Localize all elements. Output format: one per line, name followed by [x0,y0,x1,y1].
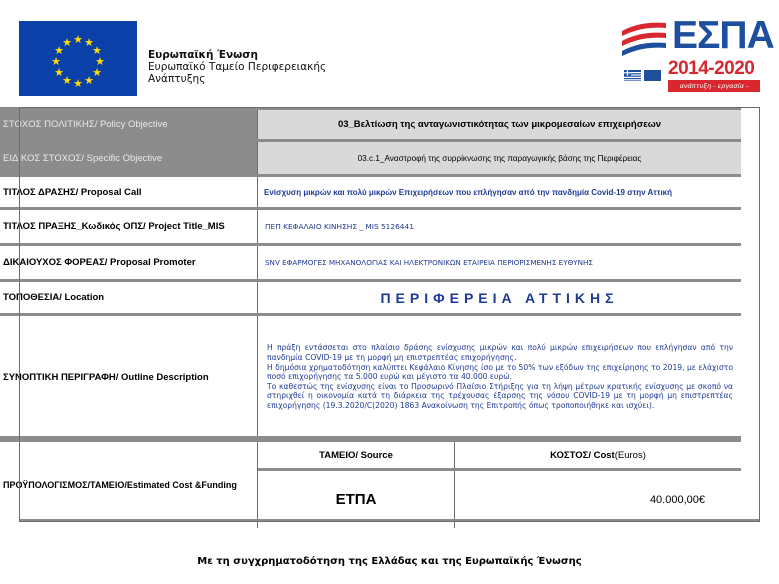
svg-text:★: ★ [92,66,102,79]
row-value [257,316,741,438]
row-outline-description [0,313,741,438]
espa-swoosh-icon [620,17,668,67]
description-paragraph: Η δημόσια χρηματοδότηση καλύπτει Κεφάλαιο Κίνησης ίσο με το 50% των εξόδων της επιχείρησης το 2019, με ελάχιστο ποσό επιχορήγησης τα 5.000 ευρώ και μέγιστο τα 40.000 ευρώ. [267,362,733,382]
svg-text:★: ★ [92,44,102,57]
svg-text:★: ★ [95,55,105,68]
eu-small-flag-icon [644,70,661,81]
row-value: ΠΕΡΙΦΕΡΕΙΑ ΑΤΤΙΚΗΣ [257,282,741,313]
source-value: ΕΤΠΑ [258,471,455,528]
row-label: ΤΟΠΟΘΕΣΙΑ/ Location [3,292,105,303]
espa-slogan: ανάπτυξη - εργασία - αλληλεγγύη [668,80,760,92]
svg-text:★: ★ [84,74,94,87]
row-label: ΔΙΚΑΙΟΥΧΟΣ ΦΟΡΕΑΣ/ Proposal Promoter [3,257,196,268]
svg-text:★: ★ [84,36,94,49]
description-paragraph: Το καθεστώς της ενίσχυσης είναι το Προσωρινό Πλαίσιο Στήριξης για τη λήψη μέτρων κρατικής ενίσχυσης με σκοπό να στηριχθεί η οικονομία κατά τη διάρκεια της τρέχουσας έξαρσης της νόσου COVID-19 με τη μορφή μη επιστρεπτέας επιχορήγησης (19.3.2020/C(2020) 1863 Ανακοίνωση της Επιτροπής όπως τροποποιήθηκε και ισχύει). [267,381,733,410]
erdf-name-line1: Ευρωπαϊκό Ταμείο Περιφερειακής [148,61,327,73]
budget-grid [257,442,741,528]
row-label: ΤΙΤΛΟΣ ΠΡΑΞΗΣ_Κωδικός ΟΠΣ/ Project Title_MIS [3,221,225,232]
row-value: 03.c.1_Αναστροφή της συρρίκνωσης της παραγωγικής βάσης της Περιφέρειας [257,142,741,174]
row-value: Ενίσχυση μικρών και πολύ μικρών Επιχειρήσεων που επλήγησαν από την πανδημία Covid-19 στην Αττική [257,177,741,207]
row-project-title [0,207,741,243]
description-text [258,343,741,410]
svg-text:★: ★ [62,36,72,49]
eu-stars-icon [19,21,137,96]
table-bottom-border [19,519,760,522]
cost-value: 40.000,00€ [649,493,705,506]
eu-name: Ευρωπαϊκή Ένωση [148,49,258,61]
row-label: ΣΥΝΟΠΤΙΚΗ ΠΕΡΙΓΡΑΦΗ/ Outline Description [3,371,209,383]
cost-header [455,442,741,468]
source-header: ΤΑΜΕΙΟ/ Source [258,442,455,468]
svg-text:★: ★ [51,55,61,68]
description-paragraph: Η πράξη εντάσσεται στο πλαίσιο δράσης ενίσχυσης μικρών και πολύ μικρών επιχειρήσεων που επλήγησαν από την πανδημία COVID-19 με τη μορφή μη επιστρεπτέας επιχορήγησης. [267,343,733,363]
row-value: 03_Βελτίωση της ανταγωνιστικότητας των μικρομεσαίων επιχειρήσεων [257,110,741,139]
eu-fund-caption [148,49,326,85]
row-label: ΠΡΟΫΠΟΛΟΓΙΣΜΟΣ/ΤΑΜΕΙΟ/Estimated Cost &Funding [3,480,237,490]
row-proposal-promoter [0,243,741,279]
row-location [0,279,741,313]
cost-header-label: ΚΟΣΤΟΣ/ Cost [550,449,615,461]
row-policy-objective [0,107,741,139]
erdf-name-line2: Ανάπτυξης [148,73,206,85]
eu-flag-logo [19,21,137,96]
espa-years: 2014-2020 [668,58,755,79]
row-value: ΠΕΠ ΚΕΦΑΛΑΙΟ ΚΙΝΗΣΗΣ _ MIS 5126441 [257,210,741,243]
svg-text:★: ★ [54,44,64,57]
svg-text:★: ★ [54,66,64,79]
row-value: SNV ΕΦΑΡΜΟΓΕΣ ΜΗΧΑΝΟΛΟΓΙΑΣ ΚΑΙ ΗΛΕΚΤΡΟΝΙΚΩΝ ΕΤΑΙΡΕΙΑ ΠΕΡΙΟΡΙΣΜΕΝΗΣ ΕΥΘΥΝΗΣ [257,246,741,279]
row-label: ΤΙΤΛΟΣ ΔΡΑΣΗΣ/ Proposal Call [3,186,142,198]
row-proposal-call [0,174,741,207]
svg-text:★: ★ [73,77,83,90]
cofinancing-footer: Με τη συγχρηματοδότηση της Ελλάδας και της Ευρωπαϊκής Ένωσης [197,556,582,567]
row-label: ΣΤΟΧΟΣ ΠΟΛΙΤΙΚΗΣ/ Policy Objective [0,110,257,139]
row-specific-objective [0,139,741,174]
svg-text:★: ★ [62,74,72,87]
cost-header-unit: (Euros) [614,449,646,461]
row-label: ΕΙΔΙΚΟΣ ΣΤΟΧΟΣ/ Specific Objective [0,142,257,174]
row-budget [0,436,741,528]
espa-word: ΕΣΠΑ [672,14,774,57]
svg-text:★: ★ [73,33,83,46]
espa-logo [620,14,774,102]
greek-flag-icon [624,70,641,81]
